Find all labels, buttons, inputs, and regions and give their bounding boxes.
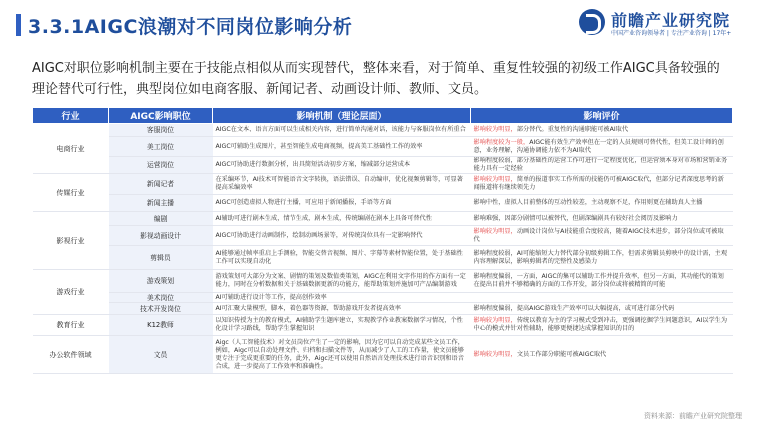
- cell-mechanism: AI可汇聚大量模型，脚本，着色器等资源，帮助游戏开发者提高效率: [213, 303, 471, 315]
- cell-position: K12教师: [109, 315, 213, 336]
- table-header-row: [33, 108, 733, 124]
- logo-name: 前瞻产业研究院: [611, 11, 731, 30]
- cell-evaluation: [471, 137, 733, 157]
- cell-mechanism: AI可辅助进行设计等工作，提高创作效率: [213, 293, 471, 303]
- evaluation-text: 简单的报道事实工作所需的技能仍可被AIGC取代，但部分记者深度思考的新闻报道将有继续领先力: [473, 176, 724, 191]
- cell-position: 编剧: [109, 212, 213, 226]
- cell-industry: 影视行业: [33, 212, 109, 270]
- table-row: [33, 226, 733, 246]
- cell-evaluation: [471, 226, 733, 246]
- source-note: 资料来源：前瞻产业研究院整理: [644, 412, 742, 420]
- cell-mechanism: Aigc（人工智能技术）对文员岗位产生了一定的影响，因为它可以自动完成某些文员工作，例如，Aigc可以自动处理文件、归档和扫描文件等，从而减少了人工的工作量，使文员能够更专注于完成更重要的任务，此外，Aigc还可以使用自然语言处理技术进行语音识别和语音合成，进一步提高了工作效率和准确性。: [213, 336, 471, 374]
- cell-evaluation: [471, 303, 733, 315]
- intro-paragraph: AIGC对职位影响机制主要在于技能点相似从而实现替代，整体来看，对于简单、重复性较强的初级工作AIGC具备较强的理论替代可行性，典型岗位如电商客服、新闻记者、动画设计师、教师、文员。: [32, 61, 720, 97]
- cell-position: 影视动画设计: [109, 226, 213, 246]
- cell-position: 美工岗位: [109, 137, 213, 157]
- cell-position: 技术开发岗位: [109, 303, 213, 315]
- cell-evaluation: [471, 293, 733, 303]
- cell-industry: 游戏行业: [33, 270, 109, 315]
- cell-evaluation: [471, 124, 733, 137]
- header-position: AIGC影响职位: [109, 108, 213, 124]
- cell-mechanism: 游戏策划可大部分为文案、剧情的策划及数值类策划，AIGC在利用文字作用的作方面有一定能力，同时在分析数据和关于基础数据更新的功能方，能帮助策划并施加可产品编制游戏: [213, 270, 471, 293]
- cell-position: 运营岗位: [109, 157, 213, 174]
- evaluation-text: AIGC能有效生产效率但在一定的人员规则可替代性，但美工设计师的创意，业务理解，沟通协调能力依不为AI取代: [473, 138, 724, 154]
- cell-evaluation: [471, 270, 733, 293]
- cell-position: 新闻记者: [109, 174, 213, 195]
- table-body: [33, 124, 733, 374]
- header-industry: 行业: [33, 108, 109, 124]
- cell-mechanism: AI能够通过帧率重启上手测验，智能交替音视频、图片、字幕等素材智能位置，处于基础性工作可以实现自动化: [213, 246, 471, 270]
- cell-position: 客服岗位: [109, 124, 213, 137]
- table-row: [33, 303, 733, 315]
- title-accent-bar: [16, 14, 21, 36]
- evaluation-text: 影响程度偏弱，提高AIGC游戏生产效率可以大幅提高，或可进行部分代码: [473, 304, 675, 312]
- cell-mechanism: AIGC可创造虚拟人物进行主播，可应用于新闻播报，手语等方面: [213, 195, 471, 212]
- table-row: [33, 124, 733, 137]
- logo-icon: [579, 9, 605, 35]
- cell-mechanism: AIGC可辅助生成图片，甚至智能生成电商视频，提高美工基础性工作的效率: [213, 137, 471, 157]
- cell-industry: 教育行业: [33, 315, 109, 336]
- cell-mechanism: AI辅助可进行剧本生成，情节生成，剧本生成，传统编剧在剧本上具备可替代性: [213, 212, 471, 226]
- table-row: [33, 293, 733, 303]
- cell-evaluation: [471, 336, 733, 374]
- cell-evaluation: [471, 157, 733, 174]
- table-row: [33, 270, 733, 293]
- cell-evaluation: [471, 246, 733, 270]
- logo: [579, 6, 744, 40]
- cell-evaluation: [471, 315, 733, 336]
- table-row: [33, 246, 733, 270]
- title-bar: [0, 0, 760, 46]
- evaluation-highlight: 影响较为明显，: [473, 227, 517, 235]
- table-row: [33, 336, 733, 374]
- cell-industry: 传媒行业: [33, 174, 109, 212]
- cell-position: 文员: [109, 336, 213, 374]
- cell-industry: 电商行业: [33, 124, 109, 174]
- table-row: [33, 315, 733, 336]
- evaluation-text: 影响程度较弱，部分基础性的运营工作可进行一定程度优化，但运营须本身对市场和营销业务能力具有一定经验: [473, 157, 728, 172]
- evaluation-text: 传统以教育为主的学习模式受到冲击，更强调挖掘学生问题意识，AI以学生为中心的模式并针对性辅助，能够更便捷达成掌握知识的目的: [473, 317, 728, 332]
- evaluation-text: 影响程度偏弱，一方面，AIGC的集可以辅助工作并提升效率，但另一方面，其功能代的策划在提出目前并不够精确的方面的工作开发，部分岗位或将被精简的可能: [473, 273, 724, 288]
- evaluation-highlight: 影响较为明显，: [473, 317, 517, 324]
- impact-table: [32, 107, 732, 397]
- evaluation-text: 文员工作部分职能可被AIGC取代: [516, 350, 607, 358]
- page-title: 3.3.1AIGC浪潮对不同岗位影响分析: [28, 16, 353, 38]
- table-row: [33, 174, 733, 195]
- cell-evaluation: [471, 212, 733, 226]
- header-mechanism: 影响机制（理论层面）: [213, 108, 471, 124]
- evaluation-text: 动画设计岗位与AI技能重合度较高，随着AIGC技术进步，部分岗位或可被取代: [473, 227, 724, 243]
- cell-evaluation: [471, 195, 733, 212]
- cell-mechanism: AIGC可协助进行数据分析，出具简短活动初步方案，缩减部分运营成本: [213, 157, 471, 174]
- evaluation-text: 部分替代。重复性的沟通职能可被AI取代: [516, 126, 629, 133]
- cell-mechanism: 以知识传授为主的教育模式，AI辅助学生题库建立，实现教学作业教案数据学习情况，个性化设计学习路线，帮助学生掌握知识: [213, 315, 471, 336]
- table-row: [33, 195, 733, 212]
- cell-position: 美术岗位: [109, 293, 213, 303]
- evaluation-highlight: 影响较为明显，: [473, 176, 517, 183]
- cell-mechanism: AIGC在文本、语言方面可以生成相关内容，进行简单沟通对话，该能力与客服岗位有所重合: [213, 124, 471, 137]
- evaluation-text: 影响中性，虚拟人目前整体的互动性较差，主动观察不足，作用则更在辅助真人主播: [473, 199, 703, 206]
- evaluation-highlight: 影响较为明显，: [473, 126, 517, 133]
- cell-mechanism: 在采编环节，AI技术可智能语音文字转换，语法错误、自动编审，优化视频剪辑等，可显著提高采编效率: [213, 174, 471, 195]
- table-row: [33, 157, 733, 174]
- cell-industry: 办公软件领域: [33, 336, 109, 374]
- evaluation-highlight: 影响程度较为一般，: [473, 138, 530, 146]
- evaluation-highlight: 影响较为明显，: [473, 350, 517, 358]
- cell-mechanism: AIGC可协助进行动画制作，绘制动画场景等，对传统岗位具有一定影响替代: [213, 226, 471, 246]
- cell-position: 剪辑员: [109, 246, 213, 270]
- table-row: [33, 212, 733, 226]
- cell-position: 新闻主播: [109, 195, 213, 212]
- evaluation-text: 影响程度较弱，AI可能缩短大力替代部分初级剪辑工作，但需求剪辑员剪映中的设计需，主观内容理解深层，影响剪辑者的完整性及感染力: [473, 249, 728, 265]
- logo-subtitle: 中国产业咨询领导者 | 专注产业咨询 | 17年+: [611, 30, 732, 37]
- header-evaluation: 影响评价: [471, 108, 733, 124]
- cell-position: 游戏策划: [109, 270, 213, 293]
- evaluation-text: 影响难强，因部分剧情可以被替代，但剧深编剧具有较好社会阅历及影响力: [473, 214, 678, 222]
- table-row: [33, 137, 733, 157]
- cell-evaluation: [471, 174, 733, 195]
